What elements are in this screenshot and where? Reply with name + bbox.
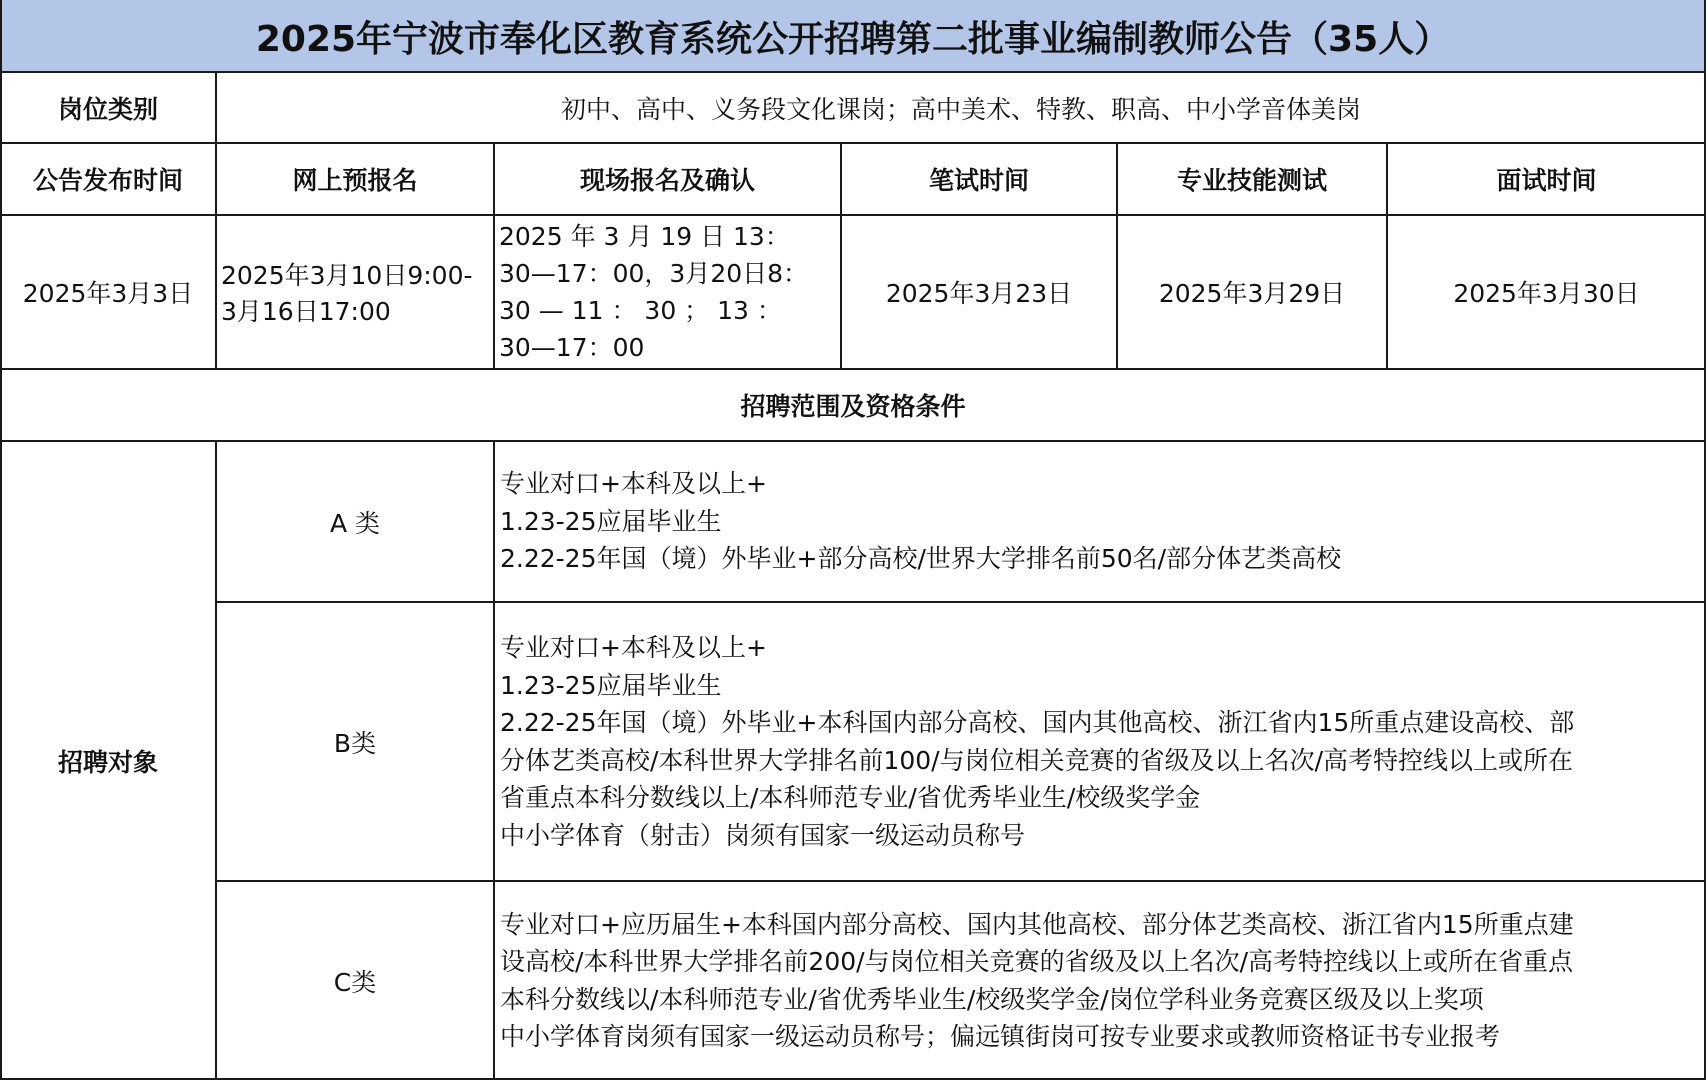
- grid-line: [216, 880, 1706, 882]
- onsite-line: 30 — 11 ： 30 ； 13 ：: [499, 296, 782, 325]
- class-c-conditions: [494, 881, 1706, 1080]
- written-date: 2025年3月23日: [885, 279, 1073, 308]
- category-value: 初中、高中、义务段文化课岗；高中美术、特教、职高、中小学音体美岗: [560, 94, 1361, 124]
- skill-date: 2025年3月29日: [1158, 279, 1346, 308]
- class-c-name: C类: [333, 967, 377, 997]
- condition-line: 分体艺类高校/本科世界大学排名前100/与岗位相关竞赛的省级及以上名次/高考特控线以上或所在: [500, 745, 1573, 775]
- category-label: 岗位类别: [57, 94, 158, 124]
- condition-line: 中小学体育岗须有国家一级运动员称号；偏远镇街岗可按专业要求或教师资格证书专业报考: [500, 1022, 1501, 1051]
- onsite-line: 30—17：00，3月20日8：: [499, 259, 809, 288]
- condition-line: 2.22-25年国（境）外毕业+部分高校/世界大学排名前50名/部分体艺类高校: [500, 544, 1342, 574]
- title-bar: [0, 0, 1706, 72]
- header-onsite: 现场报名及确认: [579, 166, 755, 195]
- condition-line: 本科分数线以/本科师范专业/省优秀毕业生/校级奖学金/岗位学科业务竞赛区级及以上奖项: [500, 984, 1484, 1014]
- grid-line: [840, 143, 842, 369]
- grid-line: [0, 142, 1706, 144]
- grid-line: [1386, 143, 1388, 369]
- grid-line: [0, 440, 1706, 442]
- grid-line: [1116, 143, 1118, 369]
- class-b-conditions: [494, 602, 1706, 881]
- grid-line: [0, 71, 1706, 73]
- condition-line: 1.23-25应届毕业生: [500, 506, 722, 536]
- grid-line: [0, 0, 2, 1080]
- header-written: 笔试时间: [928, 166, 1029, 195]
- condition-line: 1.23-25应届毕业生: [500, 670, 722, 700]
- condition-line: 专业对口+本科及以上+: [500, 469, 767, 499]
- grid-line: [216, 601, 1706, 603]
- interview-date: 2025年3月30日: [1453, 279, 1640, 308]
- condition-line: 专业对口+本科及以上+: [500, 633, 767, 662]
- onsite-line: 2025 年 3 月 19 日 13：: [499, 222, 790, 251]
- header-online: 网上预报名: [292, 166, 418, 195]
- scope-title: 招聘范围及资格条件: [740, 392, 966, 421]
- grid-line: [493, 441, 495, 1080]
- class-a-conditions: [494, 441, 1706, 602]
- class-b-name: B类: [333, 728, 377, 758]
- onsite-registration: [494, 215, 841, 369]
- header-announce: 公告发布时间: [32, 166, 183, 195]
- condition-line: 2.22-25年国（境）外毕业+本科国内部分高校、国内其他高校、浙江省内15所重点建设高校、部: [500, 708, 1575, 737]
- announce-date: 2025年3月3日: [22, 279, 194, 308]
- condition-line: 中小学体育（射击）岗须有国家一级运动员称号: [500, 820, 1026, 850]
- online-line: 3月16日17:00: [221, 297, 391, 326]
- header-skill: 专业技能测试: [1176, 166, 1327, 195]
- online-registration: [216, 215, 494, 369]
- target-label: 招聘对象: [57, 747, 158, 777]
- grid-line: [215, 441, 217, 1080]
- grid-line: [493, 143, 495, 369]
- class-a-name: A 类: [329, 508, 381, 538]
- onsite-line: 30—17：00: [499, 333, 645, 362]
- condition-line: 专业对口+应历届生+本科国内部分高校、国内其他高校、部分体艺类高校、浙江省内15所重点建: [500, 909, 1574, 939]
- grid-line: [0, 368, 1706, 370]
- condition-line: 设高校/本科世界大学排名前200/与岗位相关竞赛的省级及以上名次/高考特控线以上或所在省重点: [500, 947, 1573, 976]
- grid-line: [0, 214, 1706, 216]
- online-line: 2025年3月10日9:00-: [221, 261, 473, 290]
- header-interview: 面试时间: [1496, 166, 1597, 195]
- grid-line: [215, 72, 217, 369]
- condition-line: 省重点本科分数线以上/本科师范专业/省优秀毕业生/校级奖学金: [500, 783, 1201, 812]
- page-title: 2025年宁波市奉化区教育系统公开招聘第二批事业编制教师公告（35人）: [255, 18, 1451, 60]
